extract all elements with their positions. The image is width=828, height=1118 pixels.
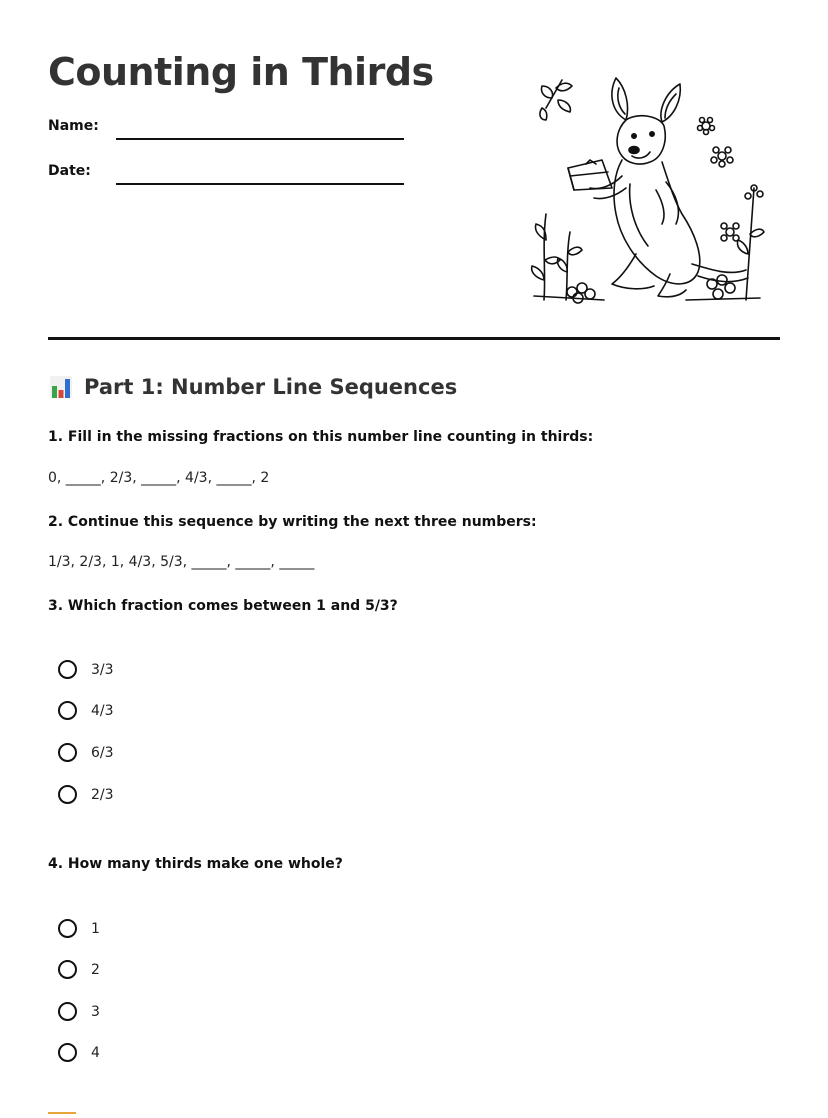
part1-heading <box>48 374 457 400</box>
option-label: 1 <box>91 920 100 937</box>
option-label: 2/3 <box>91 786 114 803</box>
radio-button[interactable] <box>58 785 77 804</box>
question-2-sequence[interactable]: 1/3, 2/3, 1, 4/3, 5/3, _____, _____, _____ <box>48 554 315 570</box>
question-3-option[interactable] <box>58 701 114 720</box>
radio-button[interactable] <box>58 1043 77 1062</box>
bar-chart-icon <box>48 374 74 400</box>
date-field[interactable] <box>116 183 404 185</box>
radio-button[interactable] <box>58 660 77 679</box>
question-4-option[interactable] <box>58 960 100 979</box>
option-label: 3/3 <box>91 661 114 678</box>
radio-button[interactable] <box>58 960 77 979</box>
radio-button[interactable] <box>58 919 77 938</box>
radio-button[interactable] <box>58 1002 77 1021</box>
name-field[interactable] <box>116 138 404 140</box>
question-1-prompt: 1. Fill in the missing fractions on this number line counting in thirds: <box>48 429 594 445</box>
part1-title: Part 1: Number Line Sequences <box>84 375 458 399</box>
question-4-option[interactable] <box>58 1043 100 1062</box>
radio-button[interactable] <box>58 701 77 720</box>
question-3-option[interactable] <box>58 785 114 804</box>
question-3-option[interactable] <box>58 660 114 679</box>
section-divider <box>48 337 780 340</box>
question-4-option[interactable] <box>58 919 100 938</box>
option-label: 2 <box>91 961 100 978</box>
next-section-marker <box>48 1112 76 1114</box>
kangaroo-holding-cake-illustration <box>516 64 776 312</box>
option-label: 6/3 <box>91 744 114 761</box>
question-2-prompt: 2. Continue this sequence by writing the next three numbers: <box>48 514 537 530</box>
question-4-option[interactable] <box>58 1002 100 1021</box>
option-label: 4 <box>91 1044 100 1061</box>
option-label: 4/3 <box>91 702 114 719</box>
option-label: 3 <box>91 1003 100 1020</box>
radio-button[interactable] <box>58 743 77 762</box>
name-label: Name: <box>48 118 99 134</box>
question-1-sequence[interactable]: 0, _____, 2/3, _____, 4/3, _____, 2 <box>48 470 270 486</box>
question-3-option[interactable] <box>58 743 114 762</box>
date-label: Date: <box>48 163 91 179</box>
question-4-prompt: 4. How many thirds make one whole? <box>48 856 343 872</box>
question-3-prompt: 3. Which fraction comes between 1 and 5/3? <box>48 598 398 614</box>
worksheet-title: Counting in Thirds <box>48 50 434 94</box>
